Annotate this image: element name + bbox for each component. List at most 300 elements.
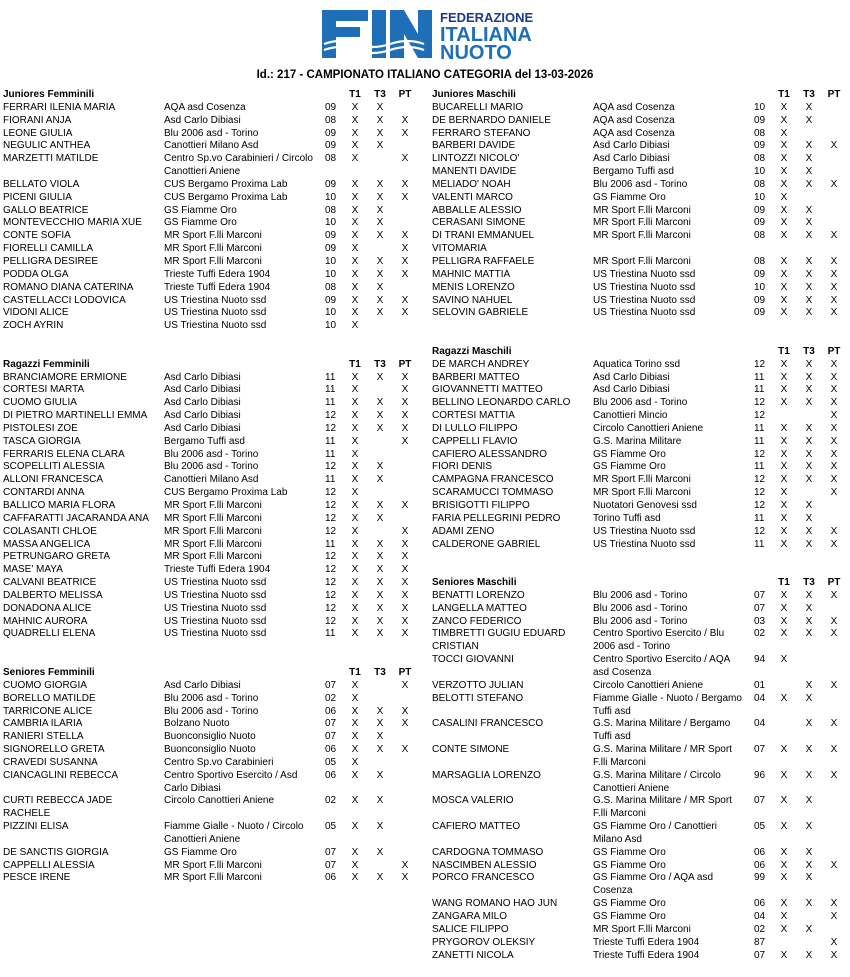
athlete-row [3,436,413,449]
left-column [3,89,413,885]
mark-pt: X [401,127,409,139]
section-title: Seniores Maschili [432,577,517,589]
mark-t1: X [780,255,788,267]
header-pt: PT [398,358,412,370]
athlete-club: Blu 2006 asd - Torino [593,615,688,627]
athlete-club: CUS Bergamo Proxima Lab [164,487,288,499]
mark-pt: X [401,859,409,871]
mark-t3: X [805,217,813,229]
athlete-name: DE MARCH ANDREY [432,358,530,370]
mark-t1: X [780,525,788,537]
header-pt: PT [398,666,412,678]
athlete-club: Trieste Tuffi Edera 1904 [164,564,271,576]
athlete-name: SELOVIN GABRIELE [432,307,529,319]
athlete-year: 12 [325,500,337,511]
athlete-row [3,860,413,873]
mark-t1: X [780,178,788,190]
athlete-name: CALVANI BEATRICE [3,577,97,589]
mark-t1: X [351,821,359,833]
athlete-club: Asd Carlo Dibiasi [593,153,670,165]
mark-pt: X [830,538,838,550]
mark-t3: X [376,410,384,422]
mark-t1: X [351,461,359,473]
athlete-club: Tuffi asd [593,705,631,717]
mark-t1: X [780,846,788,858]
athlete-club: US Triestina Nuoto ssd [593,268,696,280]
athlete-club: Buonconsiglio Nuoto [164,731,256,743]
athlete-row [3,757,413,770]
athlete-year: 08 [754,178,766,190]
athlete-club: Blu 2006 asd - Torino [164,461,259,473]
athlete-club: Canottieri Aniene [164,166,241,178]
mark-t1: X [780,204,788,216]
spacer [3,641,413,654]
mark-pt: X [830,474,838,486]
athlete-year: 09 [325,101,337,113]
mark-t3: X [376,101,384,113]
athlete-club: F.lli Marconi [593,808,646,820]
mark-t3: X [805,435,813,447]
mark-t1: X [351,307,359,319]
athlete-name: SAVINO NAHUEL [432,294,513,306]
mark-t1: X [780,923,788,935]
mark-t1: X [780,153,788,165]
athlete-club: Trieste Tuffi Edera 1904 [593,949,700,961]
athlete-row [432,641,842,654]
athlete-name: RACHELE [3,808,51,820]
mark-t1: X [780,538,788,550]
athlete-year: 09 [325,294,337,306]
section-header [432,89,842,102]
athlete-name: ALLONI FRANCESCA [3,474,104,486]
athlete-year: 11 [325,448,336,460]
athlete-name: BELLATO VIOLA [3,178,80,190]
mark-pt: X [401,602,409,614]
athlete-club: Blu 2006 asd - Torino [593,602,688,614]
mark-t1: X [780,166,788,178]
athlete-row [3,192,413,205]
athlete-club: GS Fiamme Oro / Canottieri [593,821,717,833]
athlete-name: MASSA ANGELICA [3,538,91,550]
athlete-name: FERRARO STEFANO [432,127,531,139]
athlete-row [3,500,413,513]
athlete-name: CONTE SOFIA [3,230,71,242]
mark-t1: X [351,422,359,434]
mark-t1: X [780,101,788,113]
mark-t3: X [376,500,384,511]
athlete-row [3,628,413,641]
athlete-year: 11 [754,512,765,524]
mark-t3: X [805,371,813,383]
athlete-row [432,513,842,526]
mark-t3: X [376,628,384,640]
mark-t3: X [376,795,384,807]
athlete-row [432,680,842,693]
athlete-row [3,243,413,256]
athlete-year: 12 [754,358,766,370]
athlete-name: BARBERI DAVIDE [432,140,516,152]
mark-pt: X [830,461,838,473]
mark-t1: X [351,538,359,550]
mark-pt: X [830,949,838,961]
athlete-name: FERRARI ILENIA MARIA [3,101,116,113]
mark-t1: X [780,422,788,434]
mark-t3: X [805,692,813,704]
athlete-year: 11 [325,474,336,486]
spacer [432,320,842,333]
mark-t3: X [805,294,813,306]
athlete-row [3,205,413,218]
athlete-club: GS Fiamme Oro [593,461,666,473]
athlete-row [432,834,842,847]
athlete-row [432,307,842,320]
athlete-row [3,384,413,397]
athlete-club: Canottieri Milano Asd [164,474,259,486]
athlete-club: Bolzano Nuoto [164,718,230,730]
mark-pt: X [830,628,838,640]
mark-t1: X [780,435,788,447]
mark-pt: X [401,589,409,601]
mark-t3: X [805,255,813,267]
athlete-club: US Triestina Nuoto ssd [164,615,267,627]
mark-t3: X [376,140,384,152]
athlete-name: MELIADO' NOAH [432,178,511,190]
athlete-year: 09 [325,243,337,255]
athlete-row [3,847,413,860]
mark-t3: X [376,230,384,242]
athlete-row [432,461,842,474]
athlete-club: AQA asd Cosenza [164,101,246,113]
athlete-year: 08 [754,230,766,242]
athlete-club: US Triestina Nuoto ssd [593,538,696,550]
athlete-name: PODDA OLGA [3,268,69,280]
athlete-year: 10 [754,101,766,113]
athlete-row [432,410,842,423]
athlete-club: Asd Carlo Dibiasi [164,114,241,126]
athlete-club: MR Sport F.lli Marconi [593,217,691,229]
logo-line-2: ITALIANA [440,24,532,46]
athlete-year: 09 [754,268,766,280]
athlete-year: 87 [754,936,766,948]
mark-t3: X [805,923,813,935]
athlete-club: AQA asd Cosenza [593,127,675,139]
athlete-club: Bergamo Tuffi asd [593,166,674,178]
mark-t3: X [376,114,384,126]
mark-t1: X [780,795,788,807]
athlete-year: 10 [325,320,337,332]
mark-t3: X [376,872,384,884]
mark-t1: X [780,512,788,524]
athlete-year: 10 [754,191,766,203]
athlete-name: MARSAGLIA LORENZO [432,769,541,781]
athlete-row [3,423,413,436]
mark-t1: X [351,679,359,691]
mark-t1: X [351,872,359,884]
athlete-year: 06 [754,898,766,910]
athlete-name: PELLIGRA DESIREE [3,255,99,267]
athlete-club: MR Sport F.lli Marconi [593,474,691,486]
athlete-club: MR Sport F.lli Marconi [593,487,691,499]
athlete-club: Carlo Dibiasi [164,782,221,794]
athlete-club: GS Fiamme Oro [164,217,237,229]
athlete-club: MR Sport F.lli Marconi [164,255,262,267]
mark-t3: X [805,500,813,511]
athlete-year: 09 [754,204,766,216]
athlete-club: Aquatica Torino ssd [593,358,681,370]
athlete-year: 12 [754,487,766,499]
athlete-year: 11 [754,435,765,447]
mark-pt: X [830,525,838,537]
mark-t1: X [351,718,359,730]
athlete-row [3,230,413,243]
athlete-row [3,513,413,526]
athlete-name: DONADONA ALICE [3,602,92,614]
mark-pt: X [401,538,409,550]
mark-t1: X [780,898,788,910]
athlete-year: 07 [754,589,766,601]
athlete-row [3,102,413,115]
athlete-year: 07 [325,718,337,730]
athlete-name: VERZOTTO JULIAN [432,679,524,691]
athlete-name: FIORELLI CAMILLA [3,243,94,255]
athlete-year: 11 [754,461,765,473]
mark-t1: X [351,769,359,781]
athlete-row [432,102,842,115]
mark-pt: X [401,628,409,640]
mark-t1: X [351,846,359,858]
mark-t1: X [780,500,788,511]
mark-t1: X [351,628,359,640]
athlete-club: Canottieri Milano Asd [164,140,259,152]
mark-pt: X [830,140,838,152]
athlete-row [432,230,842,243]
athlete-row [432,924,842,937]
athlete-year: 12 [754,397,766,409]
athlete-club: GS Fiamme Oro [593,898,666,910]
mark-t1: X [780,859,788,871]
mark-pt: X [401,744,409,756]
athlete-row [3,410,413,423]
athlete-row [3,616,413,629]
section-header [3,359,413,372]
athlete-club: G.S. Marina Militare / Bergamo [593,718,731,730]
athlete-row [432,693,842,706]
athlete-row [432,526,842,539]
athlete-club: MR Sport F.lli Marconi [164,500,262,511]
athlete-club: US Triestina Nuoto ssd [164,628,267,640]
athlete-name: MASE' MAYA [3,564,63,576]
athlete-year: 12 [325,615,337,627]
athlete-club: US Triestina Nuoto ssd [593,525,696,537]
athlete-row [432,628,842,641]
athlete-row [432,885,842,898]
athlete-row [432,295,842,308]
mark-t1: X [780,127,788,139]
mark-t1: X [351,384,359,396]
athlete-row [432,911,842,924]
mark-t1: X [351,127,359,139]
athlete-name: BUCARELLI MARIO [432,101,524,113]
athlete-club: US Triestina Nuoto ssd [164,294,267,306]
mark-t1: X [351,217,359,229]
athlete-name: CRAVEDI SUSANNA [3,756,98,768]
athlete-year: 12 [325,589,337,601]
section-header [432,577,842,590]
mark-t1: X [351,564,359,576]
spacer [432,333,842,346]
athlete-club: Torino Tuffi asd [593,512,661,524]
mark-t3: X [805,397,813,409]
mark-pt: X [830,230,838,242]
athlete-club: US Triestina Nuoto ssd [164,577,267,589]
athlete-club: Circolo Canottieri Aniene [593,422,704,434]
mark-t3: X [376,294,384,306]
mark-t1: X [780,114,788,126]
mark-pt: X [830,718,838,730]
header-t3: T3 [374,89,386,100]
athlete-row [3,577,413,590]
mark-t3: X [376,551,384,563]
athlete-row [432,153,842,166]
header-pt: PT [827,577,841,589]
athlete-row [432,872,842,885]
athlete-row [3,179,413,192]
athlete-club: AQA asd Cosenza [593,101,675,113]
athlete-year: 08 [754,255,766,267]
athlete-name: BRISIGOTTI FILIPPO [432,500,530,511]
athlete-row [432,603,842,616]
athlete-name: DALBERTO MELISSA [3,589,103,601]
athlete-name: CUOMO GIULIA [3,397,77,409]
athlete-row [432,539,842,552]
mark-t1: X [351,551,359,563]
athlete-club: MR Sport F.lli Marconi [164,538,262,550]
athlete-row [3,872,413,885]
athlete-row [3,128,413,141]
mark-t3: X [805,769,813,781]
athlete-row [3,551,413,564]
athlete-name: LEONE GIULIA [3,127,73,139]
athlete-club: Canottieri Mincio [593,410,668,422]
mark-pt: X [830,397,838,409]
athlete-club: Centro Sportivo Esercito / Asd [164,769,298,781]
mark-t1: X [780,217,788,229]
athlete-name: ZANCO FEDERICO [432,615,522,627]
athlete-row [432,616,842,629]
header-t1: T1 [778,577,790,589]
athlete-name: CARDOGNA TOMMASO [432,846,544,858]
athlete-name: BALLICO MARIA FLORA [3,500,116,511]
athlete-club: G.S. Marina Militare / MR Sport [593,795,732,807]
mark-t3: X [805,602,813,614]
spacer [432,564,842,577]
spacer [432,551,842,564]
mark-pt: X [830,859,838,871]
athlete-club: GS Fiamme Oro [593,846,666,858]
athlete-name: FARIA PELLEGRINI PEDRO [432,512,561,524]
athlete-year: 06 [325,705,337,717]
athlete-club: G.S. Marina Militare / Circolo [593,769,721,781]
mark-t1: X [780,654,788,666]
athlete-row [432,898,842,911]
athlete-row [3,808,413,821]
athlete-name: COLASANTI CHLOE [3,525,97,537]
athlete-name: ROMANO DIANA CATERINA [3,281,134,293]
mark-t3: X [805,230,813,242]
mark-t3: X [376,821,384,833]
page-title: Id.: 217 - CAMPIONATO ITALIANO CATEGORIA del 13-03-2026 [256,69,594,81]
athlete-club: Asd Carlo Dibiasi [164,410,241,422]
athlete-row [432,217,842,230]
mark-t3: X [805,358,813,370]
athlete-name: TIMBRETTI GUGIU EDUARD [432,628,566,640]
mark-t1: X [780,397,788,409]
athlete-row [3,295,413,308]
athlete-row [3,706,413,719]
athlete-club: Tuffi asd [593,731,631,743]
athlete-year: 06 [754,859,766,871]
mark-pt: X [401,551,409,563]
mark-t3: X [805,307,813,319]
mark-t3: X [805,140,813,152]
athlete-row [3,539,413,552]
athlete-row [3,718,413,731]
mark-t3: X [805,512,813,524]
athlete-year: 02 [754,923,766,935]
athlete-name: FIORI DENIS [432,461,493,473]
mark-t1: X [351,500,359,511]
mark-t1: X [351,525,359,537]
athlete-name: VALENTI MARCO [432,191,513,203]
athlete-year: 06 [325,744,337,756]
athlete-name: PRYGOROV OLEKSIY [432,936,536,948]
athlete-club: Asd Carlo Dibiasi [164,371,241,383]
athlete-row [3,680,413,693]
fin-letters-icon [322,10,432,58]
athlete-year: 10 [325,268,337,280]
athlete-club: Milano Asd [593,833,642,845]
athlete-club: GS Fiamme Oro [593,448,666,460]
mark-t3: X [805,821,813,833]
mark-t3: X [805,615,813,627]
athlete-year: 11 [325,397,336,409]
mark-t1: X [780,371,788,383]
athlete-name: PORCO FRANCESCO [432,872,535,884]
mark-t3: X [376,564,384,576]
athlete-year: 10 [325,191,337,203]
athlete-row [3,487,413,500]
mark-t1: X [780,384,788,396]
athlete-club: Asd Carlo Dibiasi [164,679,241,691]
mark-pt: X [830,384,838,396]
mark-t3: X [376,217,384,229]
athlete-year: 07 [325,679,337,691]
athlete-name: DI LULLO FILIPPO [432,422,518,434]
athlete-year: 12 [325,487,337,499]
athlete-name: MANENTI DAVIDE [432,166,517,178]
athlete-year: 09 [325,178,337,190]
athlete-name: CORTESI MARTA [3,384,85,396]
mark-t1: X [351,230,359,242]
athlete-row [3,474,413,487]
athlete-club: GS Fiamme Oro [593,859,666,871]
mark-pt: X [401,191,409,203]
athlete-row [3,115,413,128]
mark-t3: X [805,589,813,601]
athlete-row [3,372,413,385]
athlete-name: CONTE SIMONE [432,744,510,756]
header-pt: PT [827,345,841,357]
